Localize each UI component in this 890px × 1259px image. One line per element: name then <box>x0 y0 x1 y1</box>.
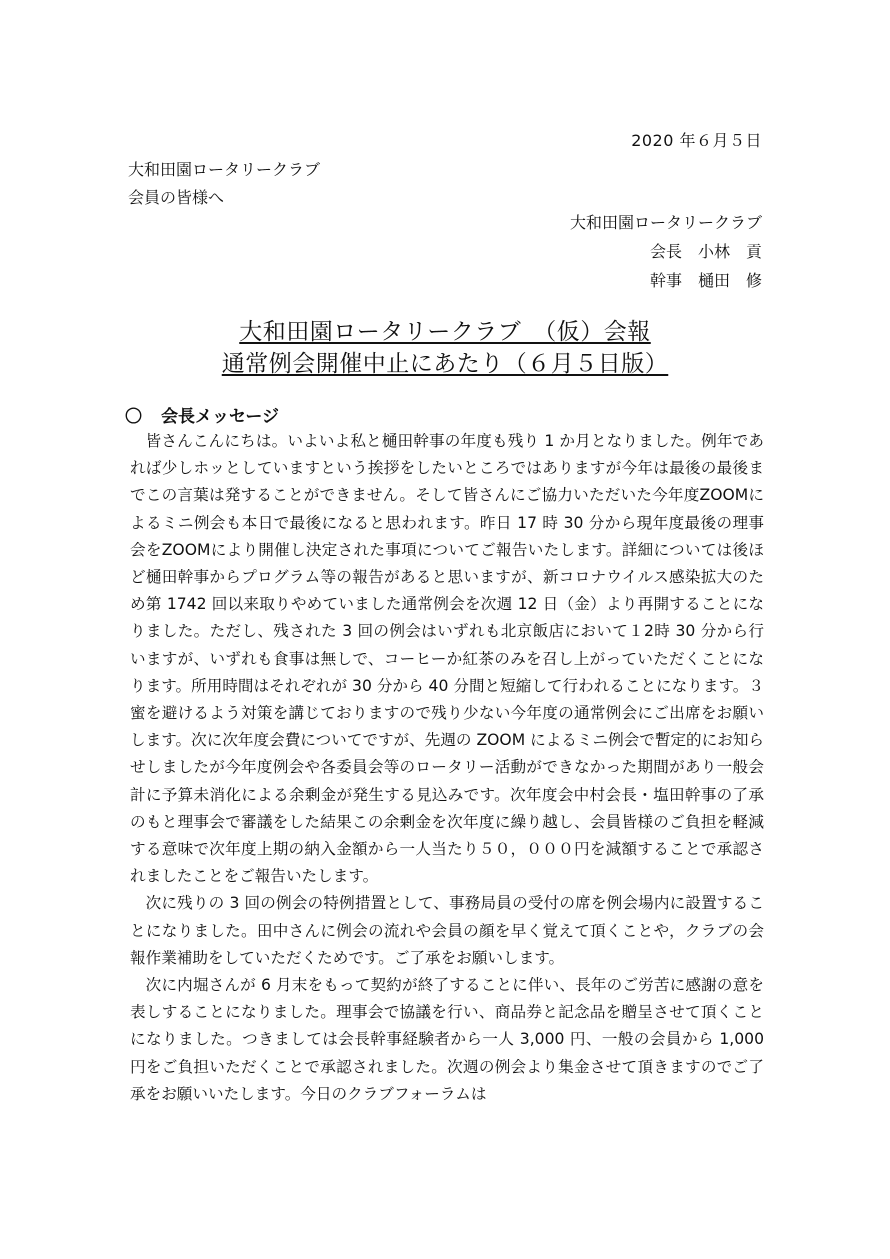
sender-club: 大和田園ロータリークラブ <box>569 213 762 232</box>
paragraph: 次に残りの 3 回の例会の特例措置として、事務局員の受付の席を例会場内に設置することになりました。田中さんに例会の流れや会員の顔を早く覚えて頂くことや，クラブの会報作業補助をしていただくためです。ご了承をお願いします。 <box>130 894 764 967</box>
document-title <box>0 316 890 380</box>
document-date: 2020 年６月５日 <box>631 131 762 150</box>
section-heading-text: 会長メッセージ <box>161 407 279 427</box>
title-line-1: 大和田園ロータリークラブ （仮）会報 <box>239 319 651 345</box>
recipient-block <box>128 156 320 212</box>
title-line-2: 通常例会開催中止にあたり（６月５日版） <box>221 351 669 377</box>
recipient-club: 大和田園ロータリークラブ <box>128 160 321 179</box>
message-body <box>130 428 764 1108</box>
paragraph: 次に内堀さんが 6 月末をもって契約が終了することに伴い、長年のご労苦に感謝の意を表しすることになりました。理事会で協議を行い、商品券と記念品を贈呈させて頂くことになりました。つきましては会長幹事経験者から一人 3,000 円、一般の会員から 1,000 円をご負担いただくことで承認されました。次週の例会より集金させて頂きますのでご了承をお願いいたします。今日のクラブフォーラムは <box>130 976 764 1103</box>
sender-block <box>570 208 762 295</box>
circle-bullet-icon: 〇 <box>125 407 142 427</box>
paragraph: 皆さんこんにちは。いよいよ私と樋田幹事の年度も残り 1 か月となりました。例年であれば少しホッとしていますという挨拶をしたいところではありますが今年は最後の最後までこの言葉は発することができません。そして皆さんにご協力いただいた今年度ZOOMによるミニ例会も本日で最後になると思われます。昨日 17 時 30 分から現年度最後の理事会をZOOMにより開催し決定された事項についてご報告いたします。詳細については後ほど樋田幹事からプログラム等の報告があると思いますが、新コロナウイルス感染拡大のため第 1742 回以来取りやめていました通常例会を次週 12 日（金）より再開することになりました。ただし、残された 3 回の例会はいずれも北京飯店において１2時 30 分から行いますが、いずれも食事は無しで、コーヒーか紅茶のみを召し上がっていただくことになります。所用時間はそれぞれが 30 分から 40 分間と短縮して行われることになります。３蜜を避けるよう対策を講じておりますので残り少ない今年度の通常例会にご出席をお願いします。次に次年度会費についてですが、先週の ZOOM によるミニ例会で暫定的にお知らせしましたが今年度例会や各委員会等のロータリー活動ができなかった期間があり一般会計に予算未消化による余剰金が発生する見込みです。次年度会中村会長・塩田幹事の了承のもと理事会で審議をした結果この余剰金を次年度に繰り越し、会員皆様のご負担を軽減する意味で次年度上期の納入金額から一人当たり５０，０００円を減額することで承認されましたことをご報告いたします。 <box>130 432 765 886</box>
recipient-members: 会員の皆様へ <box>128 188 225 207</box>
sender-president: 会長 小林 貢 <box>649 242 762 261</box>
sender-secretary: 幹事 樋田 修 <box>649 271 762 290</box>
section-heading <box>125 402 279 427</box>
